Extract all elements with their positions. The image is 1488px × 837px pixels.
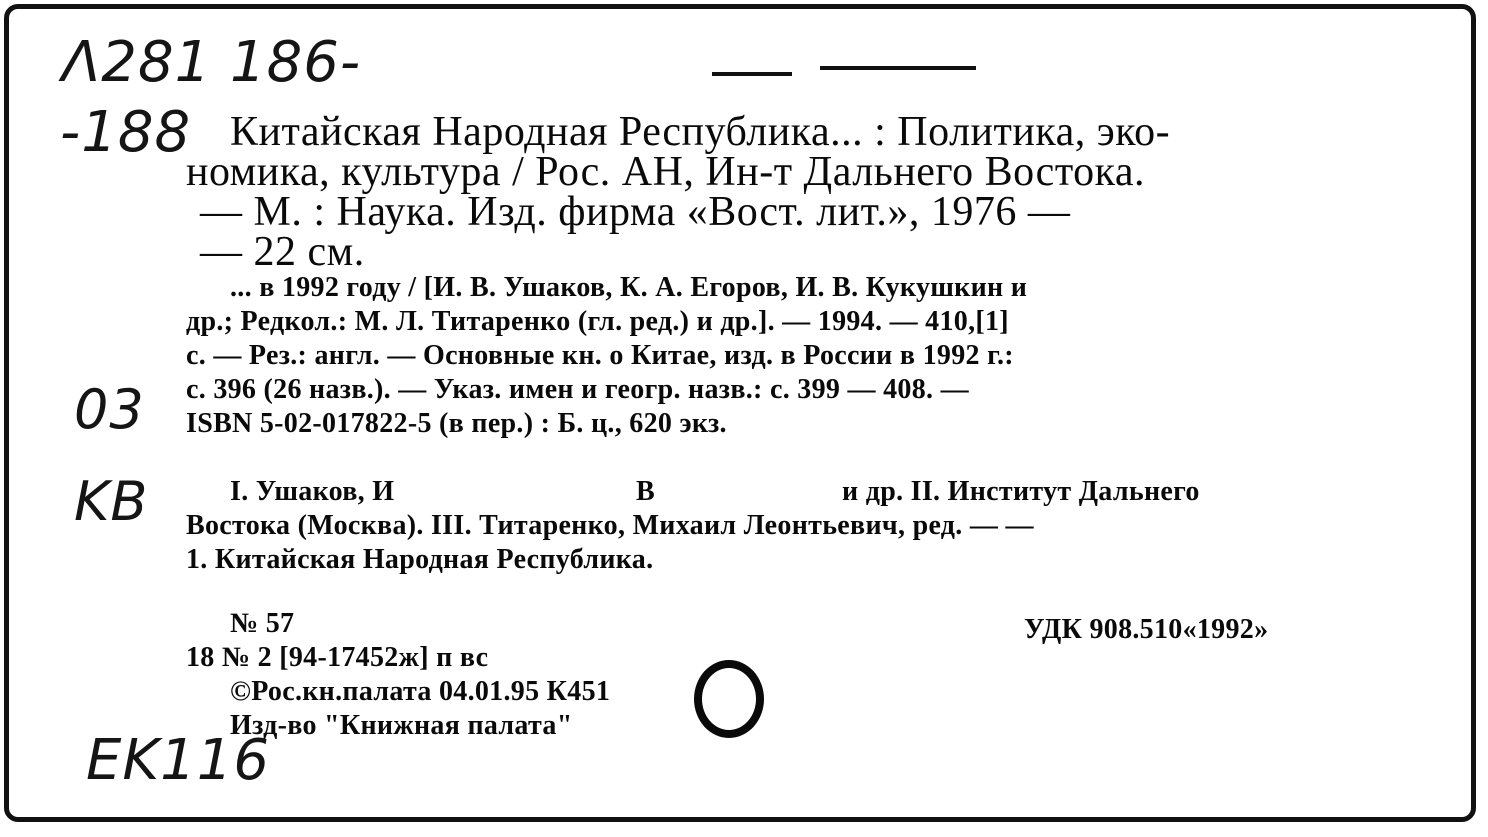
handwritten-mark-03: 03: [74, 378, 145, 441]
main-entry-line-1: Китайская Народная Республика... : Политика, эко-: [230, 109, 1171, 155]
volume-entry-line-3: с. — Рез.: англ. — Основные кн. о Китае, изд. в России в 1992 г.:: [186, 340, 1014, 371]
top-dash-2: [820, 66, 976, 70]
ring-mark: [694, 660, 764, 738]
tracings-line-1b: В: [636, 476, 655, 507]
handwritten-shelf-mark: Λ281 186-: [62, 30, 362, 95]
top-dash-1: [712, 72, 792, 76]
volume-entry-line-1: ... в 1992 году / [И. В. Ушаков, К. А. Егоров, И. В. Кукушкин и: [230, 272, 1028, 303]
handwritten-mark-bottom: EK116: [86, 728, 270, 793]
handwritten-shelf-range: -188: [60, 100, 192, 165]
tracings-line-3: 1. Китайская Народная Республика.: [186, 544, 654, 575]
card-number: № 57: [230, 608, 295, 639]
volume-entry-line-2: др.; Редкол.: М. Л. Титаренко (гл. ред.) и др.]. — 1994. — 410,[1]: [186, 306, 1009, 337]
main-entry-line-2: номика, культура / Рос. АН, Ин-т Дальнего Востока.: [186, 149, 1146, 195]
handwritten-mark-kb: KB: [74, 470, 149, 533]
tracings-line-1a: I. Ушаков, И: [230, 476, 395, 507]
publisher-line: Изд-во "Книжная палата": [230, 710, 573, 741]
main-entry-line-4: — 22 см.: [200, 229, 365, 275]
line-code: 18 № 2 [94-17452ж] п вс: [186, 642, 489, 673]
tracings-line-2: Востока (Москва). III. Титаренко, Михаил Леонтьевич, ред. — —: [186, 510, 1034, 541]
copyright-line: ©Рос.кн.палата 04.01.95 К451: [230, 676, 611, 707]
main-entry-line-3: — М. : Наука. Изд. фирма «Вост. лит.», 1976 —: [200, 189, 1071, 235]
volume-entry-line-5: ISBN 5-02-017822-5 (в пер.) : Б. ц., 620 экз.: [186, 408, 727, 439]
tracings-line-1c: и др. II. Институт Дальнего: [842, 476, 1200, 507]
volume-entry-line-4: с. 396 (26 назв.). — Указ. имен и геогр. назв.: с. 399 — 408. —: [186, 374, 969, 405]
udk-code: УДК 908.510«1992»: [1024, 614, 1269, 645]
